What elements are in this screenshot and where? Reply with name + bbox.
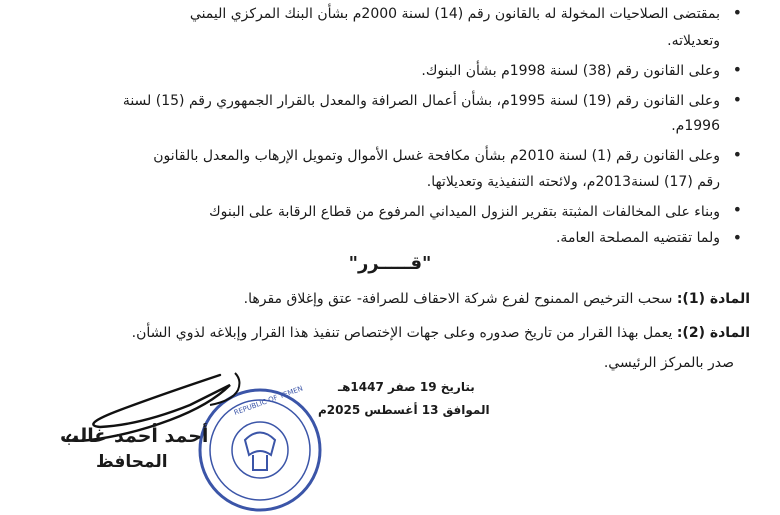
preamble-line: وعلى القانون رقم (19) لسنة 1995م، بشأن أعمال الصرافة والمعدل بالقرار الجمهوري رقم (15) لسنة — [122, 93, 720, 109]
preamble-line: وعلى القانون رقم (1) لسنة 2010م بشأن مكافحة غسل الأموال وتمويل الإرهاب والمعدل بالقانون — [153, 148, 720, 164]
article-2 — [50, 324, 750, 342]
preamble-line: 1996م. — [671, 118, 720, 134]
article-1 — [50, 290, 750, 308]
date-hijri: بتاريخ 19 صفر 1447هـ — [338, 380, 475, 394]
article-label: المادة (1): — [676, 291, 750, 307]
bullet-marker: • — [732, 90, 742, 109]
date-gregorian: الموافق 13 أغسطس 2025م — [318, 403, 490, 417]
preamble-line: ولما تقتضيه المصلحة العامة. — [555, 230, 720, 246]
bullet-marker: • — [732, 200, 742, 219]
issued-statement: صدر بالمركز الرئيسي. — [603, 355, 734, 371]
bullet-marker: • — [732, 145, 742, 164]
bullet-marker: • — [732, 3, 742, 22]
preamble-line: بمقتضى الصلاحيات المخولة له بالقانون رقم (14) لسنة 2000م بشأن البنك المركزي اليمني — [189, 6, 720, 22]
seal-text: REPUBLIC OF YEMEN — [232, 385, 304, 417]
signatory-name: أحمد أحمد غالب — [60, 425, 209, 447]
decree-title: "قـــــرر" — [348, 253, 432, 274]
preamble-line: وتعديلاته. — [667, 33, 720, 49]
preamble-line: وبناء على المخالفات المثبتة بتقرير النزول الميداني المرفوع من قطاع الرقابة على البنوك — [209, 204, 720, 220]
preamble-line: وعلى القانون رقم (38) لسنة 1998م بشأن البنوك. — [421, 63, 720, 79]
article-label: المادة (2): — [676, 325, 750, 341]
article-text: سحب الترخيص الممنوح لفرع شركة الاحقاف للصرافة- عتق وإغلاق مقرها. — [243, 291, 673, 307]
signatory-title: المحافظ — [96, 452, 168, 472]
bullet-marker: • — [732, 60, 742, 79]
preamble-line: رقم (17) لسنة2013م، ولائحته التنفيذية وتعديلاتها. — [426, 174, 720, 190]
article-text: يعمل بهذا القرار من تاريخ صدوره وعلى جهات الإختصاص تنفيذ هذا القرار وإبلاغه لذوي الشأن. — [131, 325, 673, 341]
bullet-marker: • — [732, 228, 742, 247]
